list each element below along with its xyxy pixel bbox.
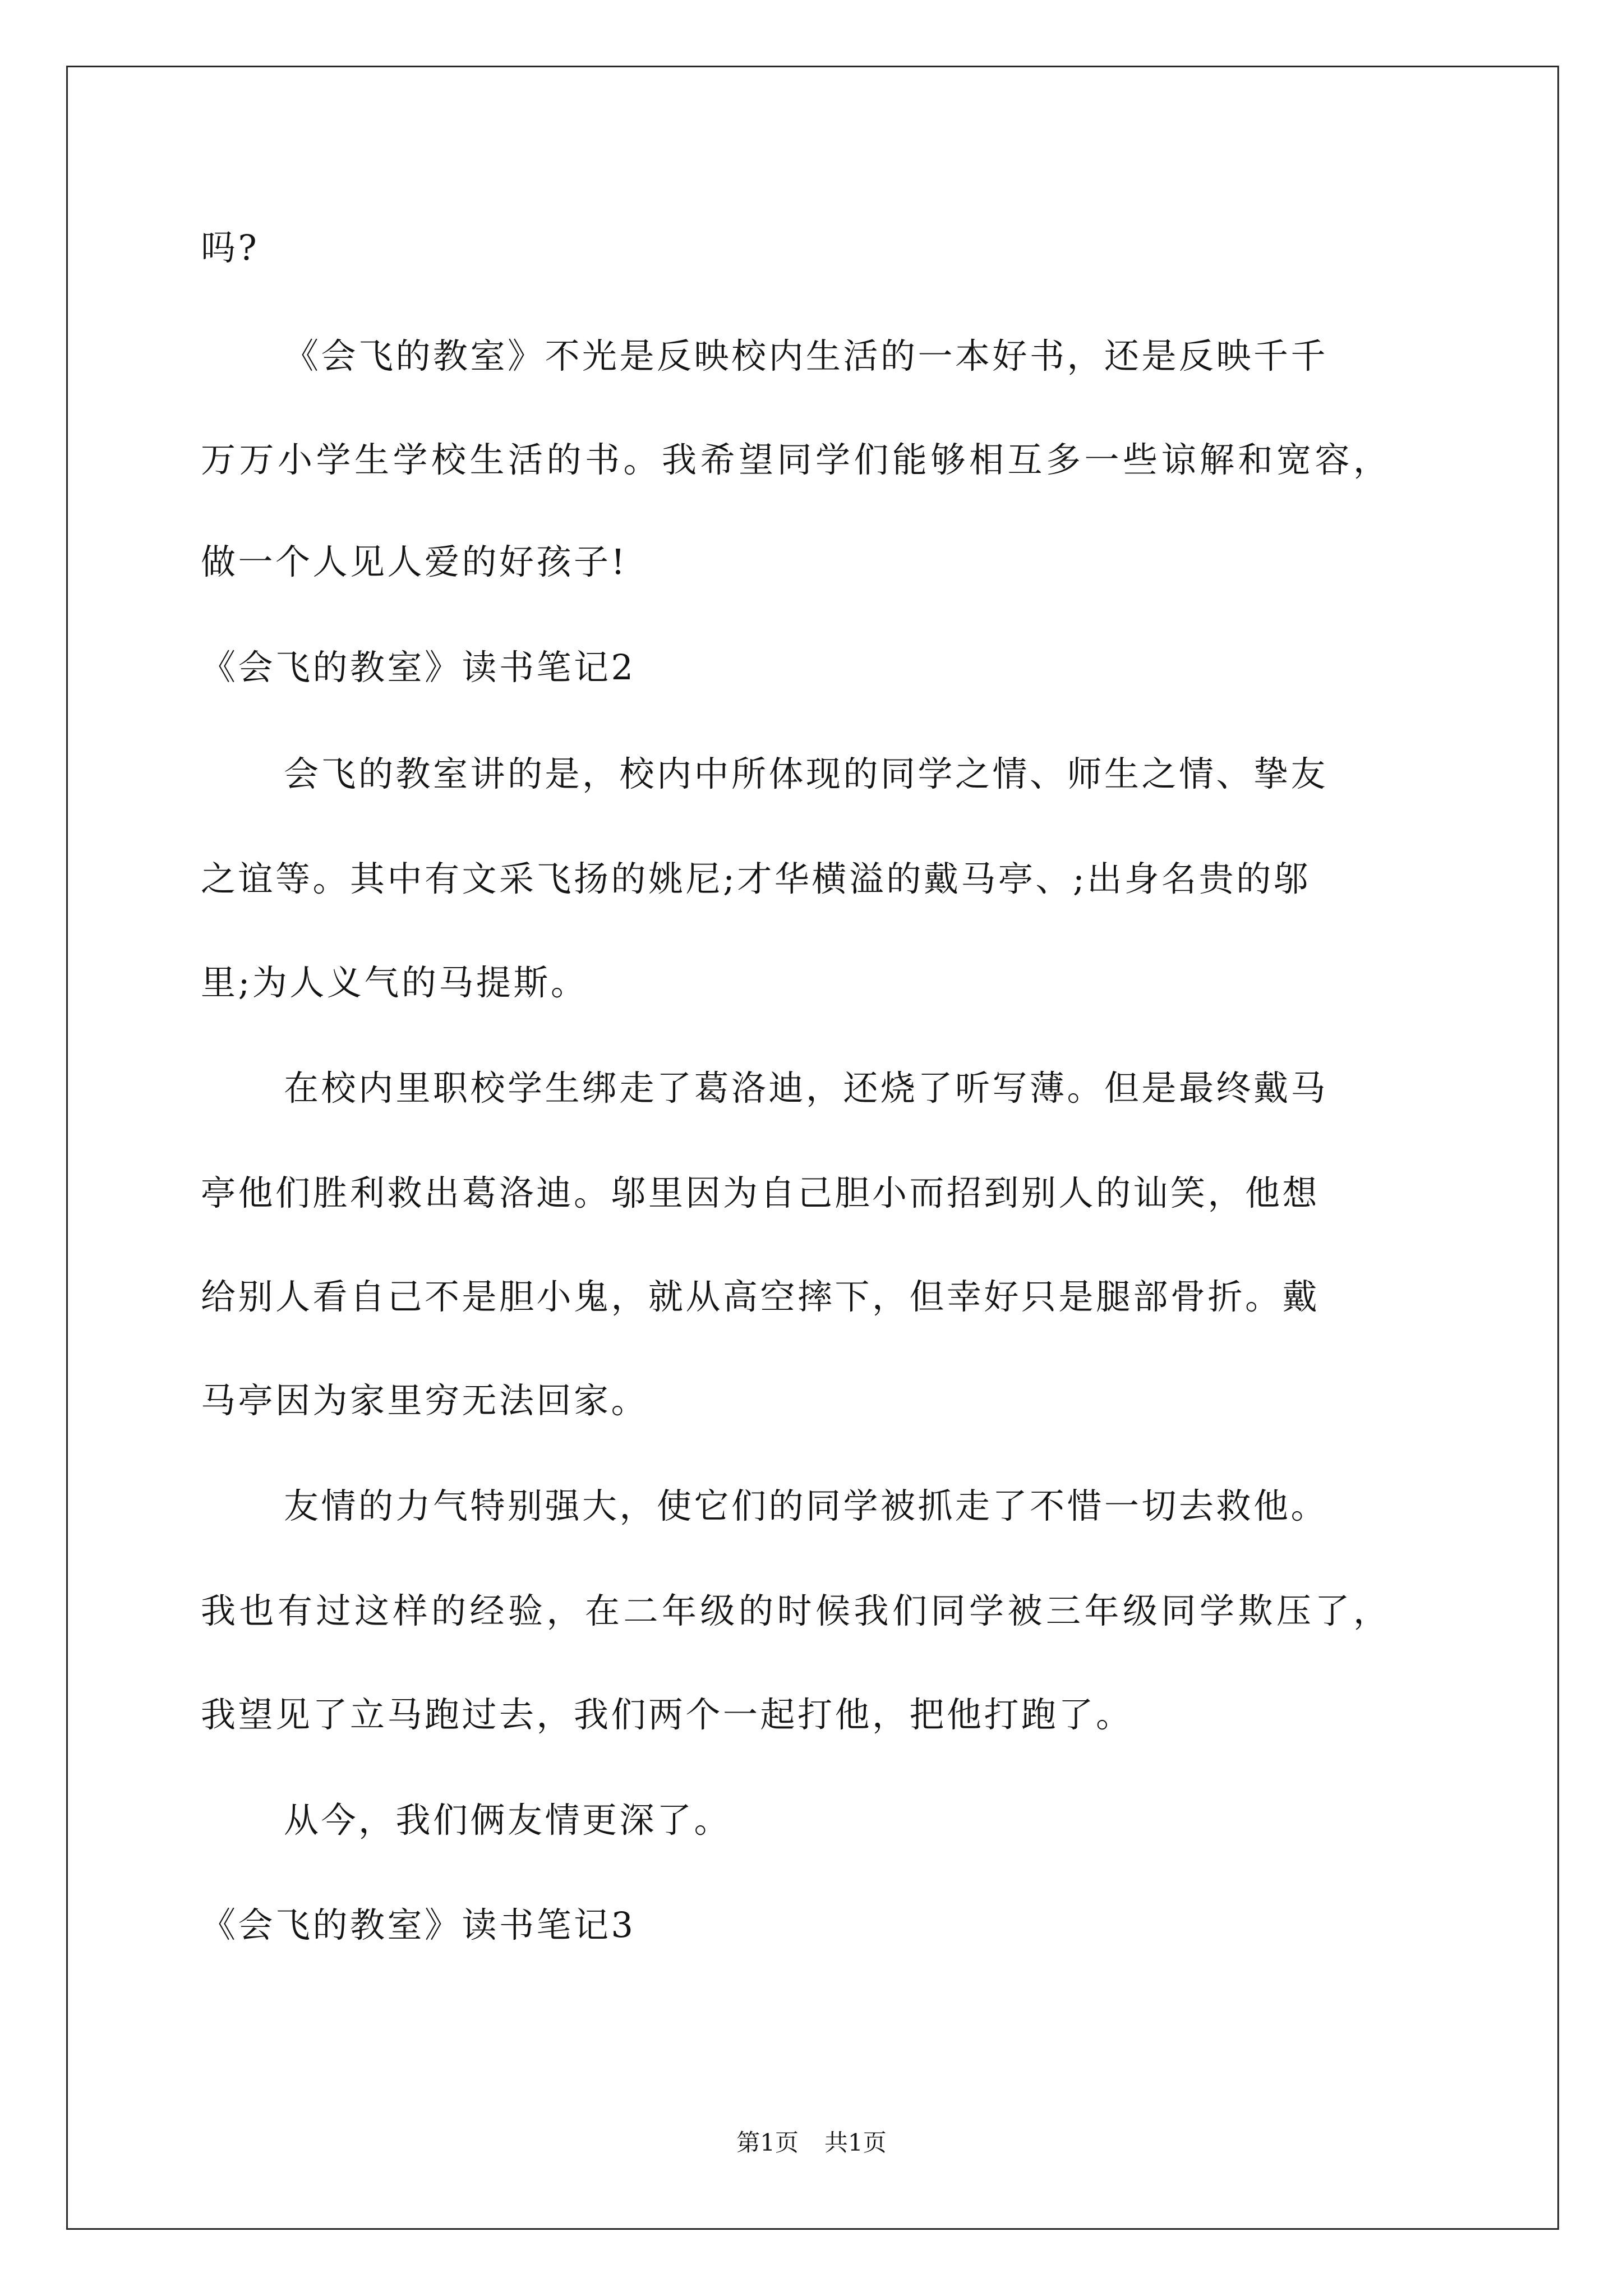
paragraph-line: 从今，我们俩友情更深了。 <box>284 1800 732 1841</box>
page-footer <box>0 2127 1623 2159</box>
section-heading: 《会飞的教室》读书笔记2 <box>201 647 636 688</box>
paragraph-line: 之谊等。其中有文采飞扬的姚尼;才华横溢的戴马亭、;出身名贵的邬 <box>201 858 1311 899</box>
paragraph-line: 友情的力气特别强大，使它们的同学被抓走了不惜一切去救他。 <box>284 1485 1329 1526</box>
paragraph-line: 做一个人见人爱的好孩子! <box>201 541 628 582</box>
section-heading: 《会飞的教室》读书笔记3 <box>201 1904 636 1945</box>
paragraph-line: 会飞的教室讲的是，校内中所体现的同学之情、师生之情、挚友 <box>284 753 1329 794</box>
paragraph-line: 我也有过这样的经验，在二年级的时候我们同学被三年级同学欺压了， <box>201 1590 1392 1631</box>
paragraph-line: 亭他们胜利救出葛洛迪。邬里因为自己胆小而招到别人的讪笑，他想 <box>201 1172 1320 1213</box>
paragraph-line: 给别人看自己不是胆小鬼，就从高空摔下，但幸好只是腿部骨折。戴 <box>201 1276 1320 1317</box>
paragraph-line: 马亭因为家里穷无法回家。 <box>201 1380 649 1421</box>
page-total: 共1页 <box>824 2129 887 2156</box>
paragraph-line: 《会飞的教室》不光是反映校内生活的一本好书，还是反映千千 <box>284 335 1329 376</box>
text-line: 吗? <box>201 227 260 268</box>
paragraph-line: 里;为人义气的马提斯。 <box>201 962 588 1003</box>
paragraph-line: 我望见了立马跑过去，我们两个一起打他，把他打跑了。 <box>201 1694 1133 1735</box>
paragraph-line: 万万小学生学校生活的书。我希望同学们能够相互多一些谅解和宽容， <box>201 439 1392 480</box>
paragraph-line: 在校内里职校学生绑走了葛洛迪，还烧了听写薄。但是最终戴马 <box>284 1068 1329 1108</box>
page-number: 第1页 <box>736 2129 799 2156</box>
